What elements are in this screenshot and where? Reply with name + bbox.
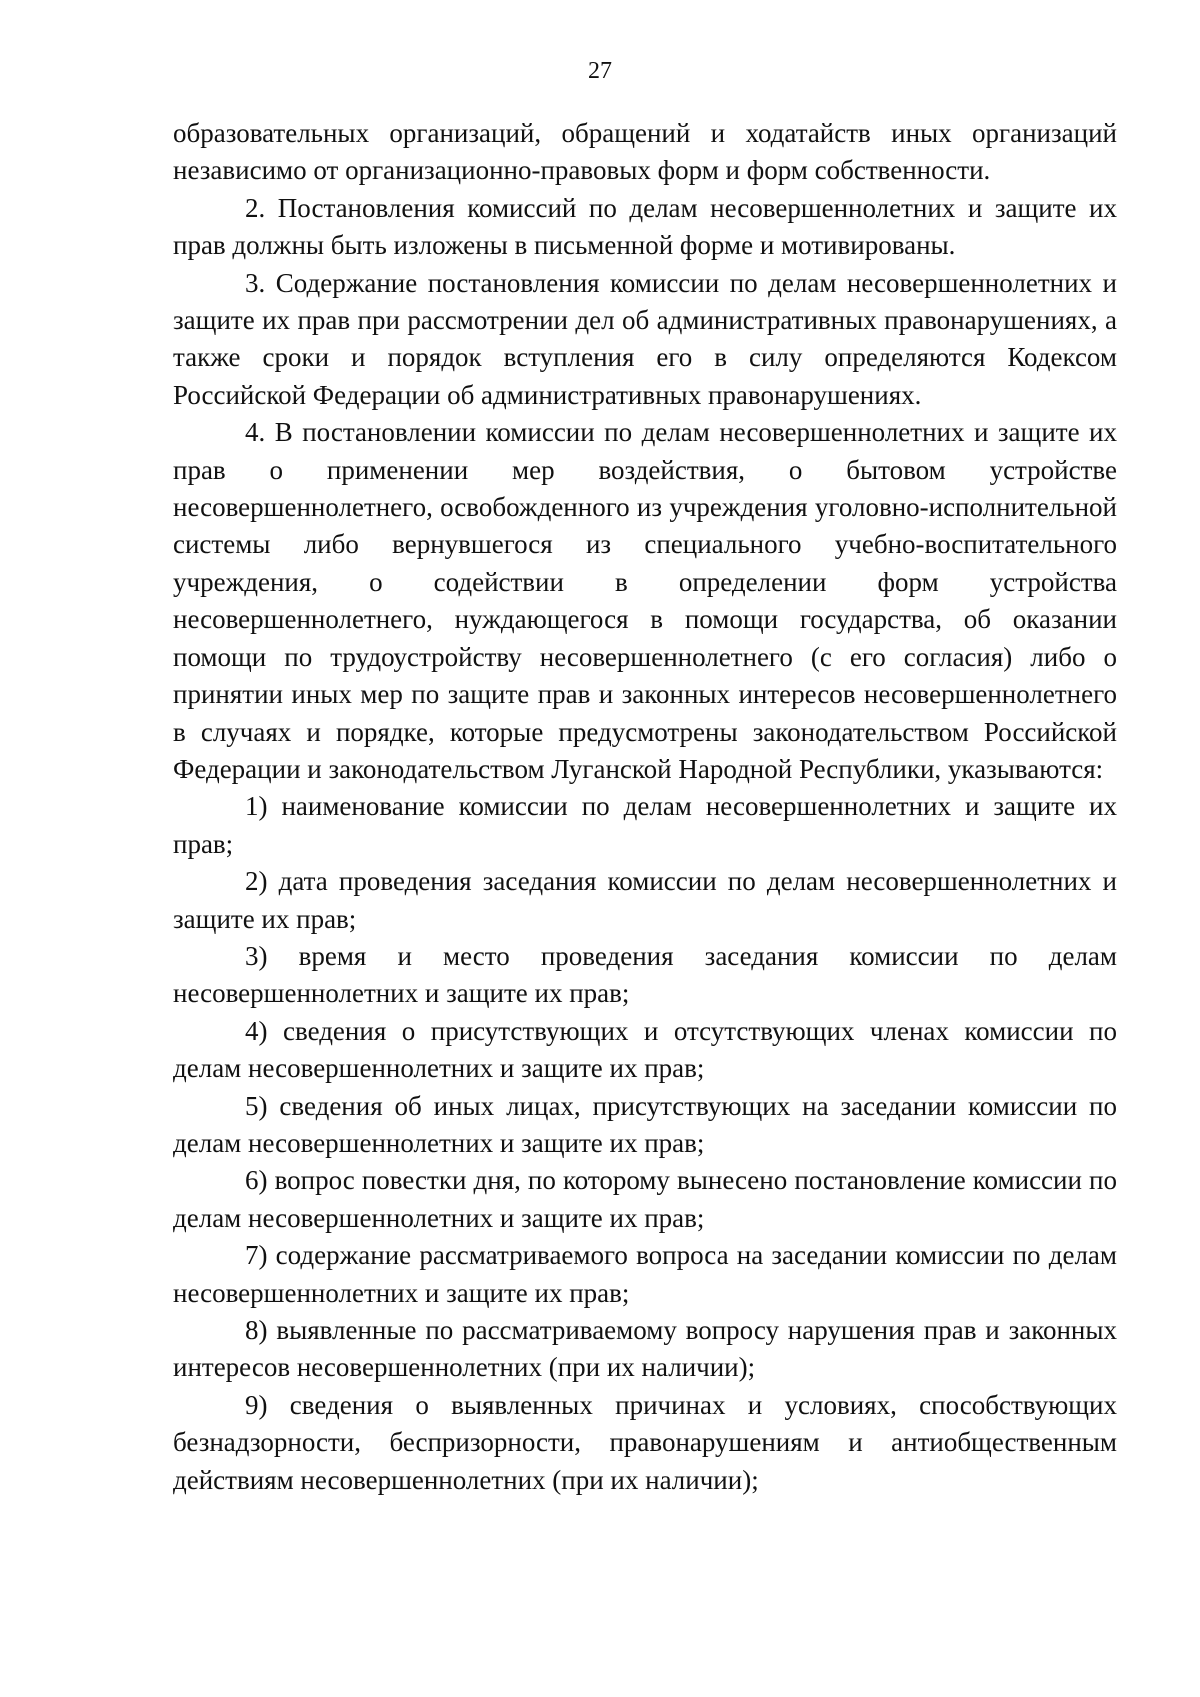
document-body [173,115,1117,1499]
paragraph-item-3: 3. Содержание постановления комиссии по делам несовершеннолетних и защите их прав при рассмотрении дел об административных правонарушениях, а также сроки и порядок вступления его в силу определяются Кодексом Российской Федерации об административных правонарушениях. [173,267,1117,410]
list-item-1: 1) наименование комиссии по делам несовершеннолетних и защите их прав; [173,791,1117,859]
list-item-8: 8) выявленные по рассматриваемому вопросу нарушения прав и законных интересов несовершеннолетних (при их наличии); [173,1315,1117,1383]
list-item-9: 9) сведения о выявленных причинах и условиях, способствующих безнадзорности, беспризорности, правонарушениям и антиобщественным действиям несовершеннолетних (при их наличии); [173,1389,1117,1495]
paragraph-continuation: образовательных организаций, обращений и ходатайств иных организаций независимо от организационно-правовых форм и форм собственности. [173,118,1117,186]
paragraph-item-4: 4. В постановлении комиссии по делам несовершеннолетних и защите их прав о применении мер воздействия, о бытовом устройстве несовершеннолетнего, освобожденного из учреждения уголовно-исполнительной системы либо вернувшегося из специального учебно-воспитательного учреждения, о содействии в определении форм устройства несовершеннолетнего, нуждающегося в помощи государства, об оказании помощи по трудоустройству несовершеннолетнего (с его согласия) либо о принятии иных мер по защите прав и законных интересов несовершеннолетнего в случаях и порядке, которые предусмотрены законодательством Российской Федерации и законодательством Луганской Народной Республики, указываются: [173,417,1117,784]
list-item-5: 5) сведения об иных лицах, присутствующих на заседании комиссии по делам несовершеннолетних и защите их прав; [173,1090,1117,1158]
list-item-6: 6) вопрос повестки дня, по которому вынесено постановление комиссии по делам несовершеннолетних и защите их прав; [173,1165,1117,1233]
page-number: 27 [588,58,612,84]
list-item-4: 4) сведения о присутствующих и отсутствующих членах комиссии по делам несовершеннолетних и защите их прав; [173,1015,1117,1084]
paragraph-item-2: 2. Постановления комиссий по делам несовершеннолетних и защите их прав должны быть изложены в письменной форме и мотивированы. [173,192,1117,261]
list-item-2: 2) дата проведения заседания комиссии по делам несовершеннолетних и защите их прав; [173,866,1117,934]
list-item-3: 3) время и место проведения заседания комиссии по делам несовершеннолетних и защите их прав; [173,940,1117,1009]
list-item-7: 7) содержание рассматриваемого вопроса на заседании комиссии по делам несовершеннолетних и защите их прав; [173,1240,1117,1308]
